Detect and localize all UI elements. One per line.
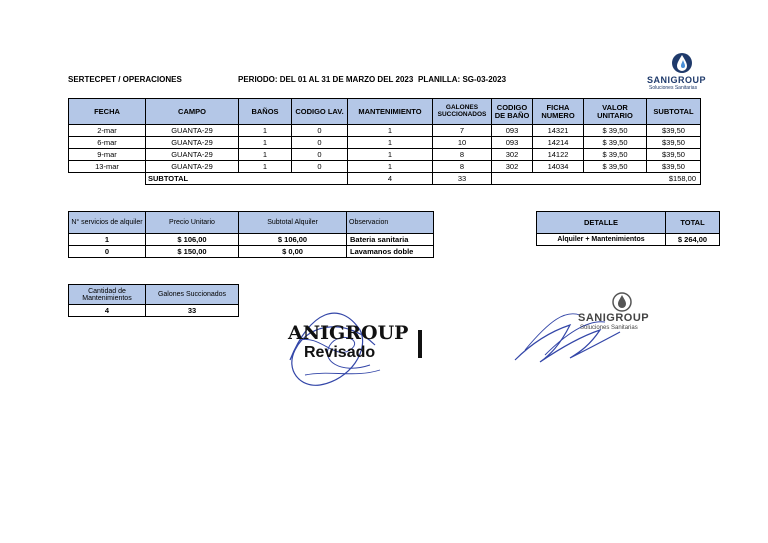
cell-fecha: 6-mar [69,137,146,149]
table-row [69,234,434,246]
cell-galones: 10 [433,137,492,149]
cell-ficha: 14122 [533,149,584,161]
cell-subtotal: $39,50 [647,125,701,137]
seal-tagline: Soluciones Sanitarias [580,325,638,331]
cell-precio-unitario: $ 106,00 [146,234,239,246]
cell-fecha: 2-mar [69,125,146,137]
logo-name: SANIGROUP [647,75,707,85]
cell-n-servicios: 0 [69,246,146,258]
stamp-revisado: Revisado [304,344,376,361]
logo-tagline: Soluciones Sanitarias [649,85,698,91]
detail-total-table [536,211,720,246]
cell-subtotal: $39,50 [647,161,701,173]
cell-subtotal-alquiler: $ 0,00 [239,246,347,258]
cell-campo: GUANTA-29 [146,161,239,173]
revisado-stamp [280,290,435,395]
col-header-galones-succionados: Galones Succionados [146,285,239,305]
cell-mantenimiento: 1 [348,125,433,137]
planilla-label: PLANILLA: SG-03-2023 [418,75,507,84]
col-header-ficha: FICHA NUMERO [533,99,584,125]
cell-fecha: 13-mar [69,161,146,173]
cell-galones-succionados: 33 [146,305,239,317]
col-header-subtotal: SUBTOTAL [647,99,701,125]
cell-valor-unitario: $ 39,50 [584,161,647,173]
cell-total: $ 264,00 [666,234,720,246]
company-dept-label: SERTECPET / OPERACIONES [68,75,182,84]
sanigroup-drop-icon [645,52,720,76]
cell-codigo-bano: 302 [492,161,533,173]
col-header-n-servicios: N° servicios de alquiler [69,212,146,234]
cell-codigo-lav: 0 [292,137,348,149]
table-row [69,161,701,173]
stamp-company: ANIGROUP [288,322,409,344]
col-header-valor-unitario: VALOR UNITARIO [584,99,647,125]
table-row [69,305,239,317]
cell-valor-unitario: $ 39,50 [584,149,647,161]
cell-precio-unitario: $ 150,00 [146,246,239,258]
subtotal-mantenimiento: 4 [348,173,433,185]
cell-banos: 1 [239,161,292,173]
period-label: PERIODO: DEL 01 AL 31 DE MARZO DEL 2023 [238,75,414,84]
cell-observacion: Lavamanos doble [347,246,434,258]
cell-banos: 1 [239,149,292,161]
cell-fecha: 9-mar [69,149,146,161]
cell-codigo-bano: 093 [492,137,533,149]
sanigroup-seal [510,290,685,370]
cell-codigo-lav: 0 [292,149,348,161]
cell-campo: GUANTA-29 [146,137,239,149]
cell-codigo-lav: 0 [292,161,348,173]
cell-observacion: Bateria sanitaria [347,234,434,246]
cell-subtotal: $39,50 [647,149,701,161]
cell-subtotal-alquiler: $ 106,00 [239,234,347,246]
table-row [69,149,701,161]
cell-codigo-bano: 302 [492,149,533,161]
maintenance-summary-table [68,284,239,317]
cell-subtotal: $39,50 [647,137,701,149]
cell-detalle: Alquiler + Mantenimientos [537,234,666,246]
cell-valor-unitario: $ 39,50 [584,125,647,137]
rental-services-table [68,211,434,258]
sanigroup-logo [645,52,720,92]
cell-galones: 7 [433,125,492,137]
cell-mantenimiento: 1 [348,137,433,149]
col-header-subtotal-alquiler: Subtotal Alquiler [239,212,347,234]
cell-galones: 8 [433,149,492,161]
subtotal-label: SUBTOTAL [146,173,348,185]
col-header-codigo-lav: CODIGO LAV. [292,99,348,125]
col-header-observacion: Observacion [347,212,434,234]
cell-ficha: 14034 [533,161,584,173]
cell-codigo-bano: 093 [492,125,533,137]
col-header-mantenimiento: MANTENIMIENTO [348,99,433,125]
col-header-fecha: FECHA [69,99,146,125]
cell-banos: 1 [239,125,292,137]
cell-ficha: 14214 [533,137,584,149]
col-header-detalle: DETALLE [537,212,666,234]
cell-n-servicios: 1 [69,234,146,246]
subtotal-galones: 33 [433,173,492,185]
main-services-table [68,98,701,185]
table-row [69,246,434,258]
table-row [69,125,701,137]
seal-name: SANIGROUP [578,312,650,324]
subtotal-total: $158,00 [492,173,701,185]
subtotal-row [69,173,701,185]
col-header-precio-unitario: Precio Unitario [146,212,239,234]
cell-cantidad-mantenimientos: 4 [69,305,146,317]
cell-galones: 8 [433,161,492,173]
cell-campo: GUANTA-29 [146,125,239,137]
col-header-galones: GALONES SUCCIONADOS [433,99,492,125]
cell-mantenimiento: 1 [348,161,433,173]
cell-ficha: 14321 [533,125,584,137]
cell-valor-unitario: $ 39,50 [584,137,647,149]
cell-campo: GUANTA-29 [146,149,239,161]
table-row [69,137,701,149]
cell-mantenimiento: 1 [348,149,433,161]
col-header-total: TOTAL [666,212,720,234]
cell-codigo-lav: 0 [292,125,348,137]
col-header-codigo-bano: CODIGO DE BAÑO [492,99,533,125]
col-header-campo: CAMPO [146,99,239,125]
table-row [537,234,720,246]
col-header-banos: BAÑOS [239,99,292,125]
col-header-cantidad-mantenimientos: Cantidad de Mantenimientos [69,285,146,305]
cell-banos: 1 [239,137,292,149]
